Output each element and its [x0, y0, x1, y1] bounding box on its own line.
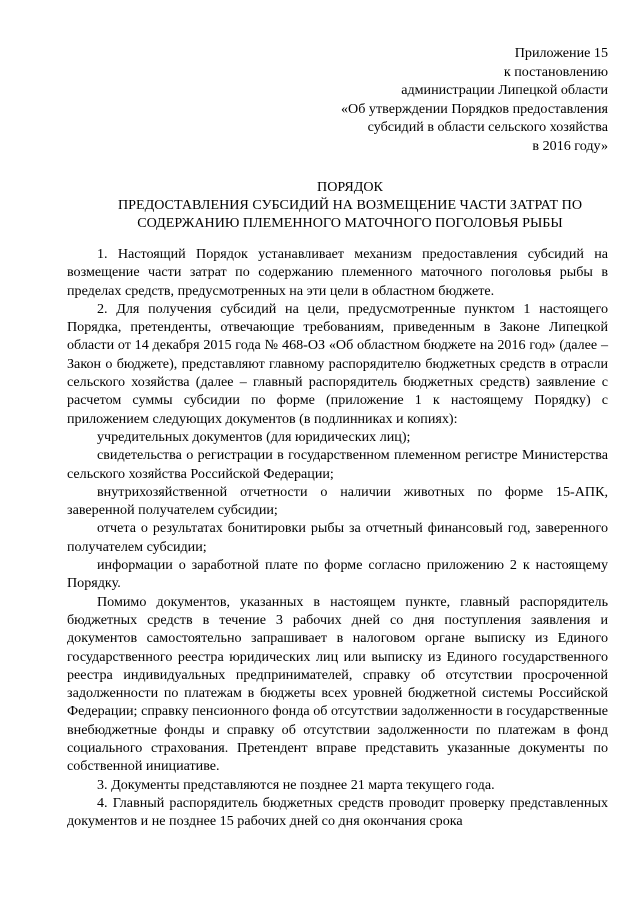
paragraph: отчета о результатах бонитировки рыбы за отчетный финансовый год, заверенного получателем субсидии; — [67, 520, 608, 555]
paragraph: информации о заработной плате по форме согласно приложению 2 к настоящему Порядку. — [67, 557, 608, 592]
appendix-line: в 2016 году» — [532, 137, 608, 154]
paragraph: 4. Главный распорядитель бюджетных средств проводит проверку представленных документов и не позднее 15 рабочих дней со дня окончания срока — [67, 794, 608, 830]
paragraph: 2. Для получения субсидий на цели, предусмотренные пунктом 1 настоящего Порядка, претенденты, отвечающие требованиям, приведенным в Законе Липецкой области от 14 декабря 2015 года № 468-ОЗ «Об областном бюджете на 2016 год» (далее – Закон о бюджете), представляют главному распорядителю бюджетных средств в отрасли сельского хозяйства (далее – главный распорядитель бюджетных средств) заявление с расчетом суммы субсидии по форме (приложение 1 к настоящему Порядку) с приложением следующих документов (в подлинниках и копиях): — [67, 300, 608, 427]
appendix-line: администрации Липецкой области — [401, 82, 608, 99]
document-body — [67, 245, 608, 831]
paragraph: свидетельства о регистрации в государственном племенном регистре Министерства сельского хозяйства Российской Федерации; — [67, 447, 608, 482]
paragraph: Помимо документов, указанных в настоящем пункте, главный распорядитель бюджетных средств в течение 3 рабочих дней со дня поступления заявления и документов самостоятельно запрашивает в налоговом органе выписку из Единого государственного реестра юридических лиц или выписку из Единого государственного реестра индивидуальных предпринимателей, справку об отсутствии просроченной задолженности по платежам в бюджеты всех уровней бюджетной системы Российской Федерации; справку пенсионного фонда об отсутствии задолженности в государственные внебюджетные фонды и справку об отсутствии задолженности по платежам в фонд социального страхования. Претендент вправе представить указанные документы по собственной инициативе. — [67, 593, 608, 775]
document-title — [60, 179, 640, 232]
appendix-line: субсидий в области сельского хозяйства — [367, 119, 608, 136]
title-line: ПОРЯДОК — [317, 179, 383, 195]
paragraph: 1. Настоящий Порядок устанавливает механизм предоставления субсидий на возмещение части затрат по содержанию племенного маточного поголовья рыбы в пределах средств, предусмотренных на эти цели в областном бюджете. — [67, 246, 608, 299]
appendix-line: к постановлению — [503, 63, 608, 80]
title-line: ПРЕДОСТАВЛЕНИЯ СУБСИДИЙ НА ВОЗМЕЩЕНИЕ ЧАСТИ ЗАТРАТ ПО — [117, 196, 583, 213]
title-line: СОДЕРЖАНИЮ ПЛЕМЕННОГО МАТОЧНОГО ПОГОЛОВЬЯ РЫБЫ — [137, 214, 563, 231]
paragraph: внутрихозяйственной отчетности о наличии животных по форме 15-АПК, заверенной получателем субсидии; — [67, 483, 608, 519]
appendix-header — [188, 44, 608, 156]
appendix-line: Приложение 15 — [514, 45, 608, 61]
paragraph: 3. Документы представляются не позднее 21 марта текущего года. — [97, 776, 495, 793]
paragraph: учредительных документов (для юридических лиц); — [97, 428, 411, 445]
appendix-line: «Об утверждении Порядков предоставления — [341, 100, 608, 117]
